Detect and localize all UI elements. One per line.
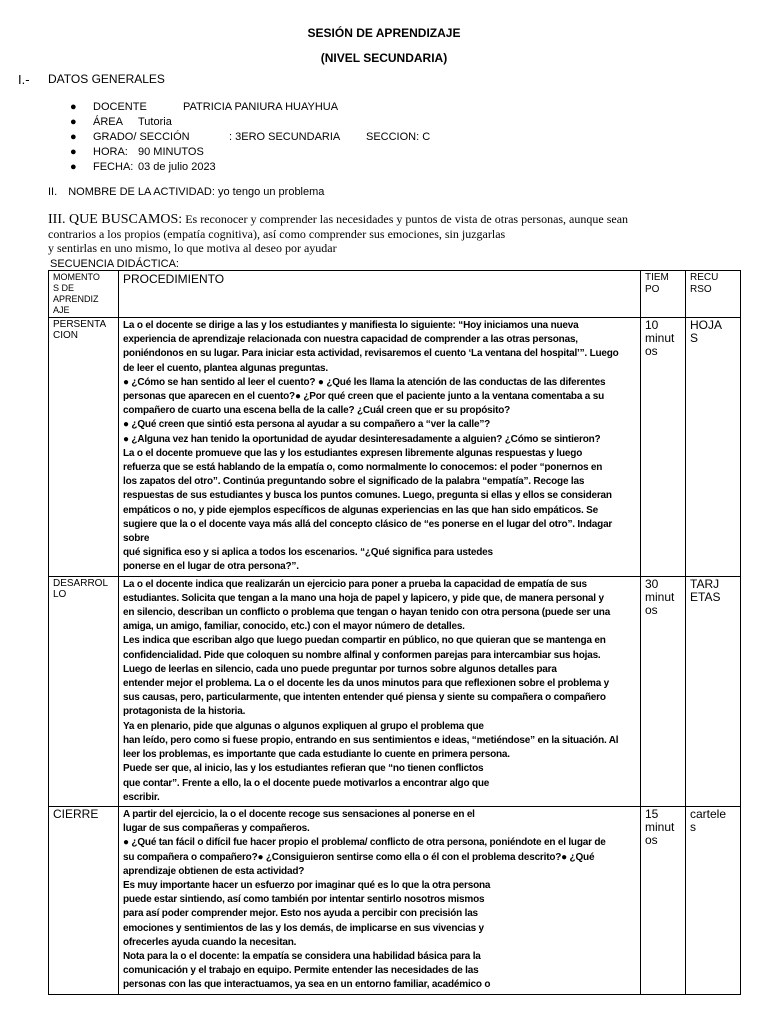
list-item	[70, 160, 430, 175]
text-line: Les indica que escriban algo que luego puedan compartir en público, no que quieran que se mantenga en	[123, 635, 606, 647]
item-value: Tutoria	[138, 116, 172, 128]
recurso-cell	[686, 806, 741, 994]
item-label: DOCENTE	[93, 101, 147, 113]
section-actividad	[48, 186, 324, 198]
bullet: ●	[70, 116, 77, 128]
table-header-row	[49, 271, 741, 318]
text-line: leer los problemas, es importante que cada estudiante lo cuente en primera persona.	[123, 749, 510, 761]
item-value: 90 MINUTOS	[138, 146, 204, 158]
tiempo-text: os	[645, 832, 658, 847]
text-line: comunicación y el trabajo en equipo. Permite entender las necesidades de las	[123, 965, 479, 977]
text-line: empáticos o no, y pide ejemplos específicos de algunas experiencias en las que han sido empáticos. Se	[123, 504, 598, 516]
table-row	[49, 318, 741, 577]
header-text: MOMENTO	[53, 272, 100, 282]
text-line: La o el docente se dirige a las y los estudiantes y manifiesta lo siguiente: “Hoy iniciamos una nueva	[123, 320, 579, 331]
item-extra: SECCION: C	[366, 131, 431, 143]
document-title: SESIÓN DE APRENDIZAJE	[307, 26, 461, 40]
text-line: ● ¿Qué tan fácil o difícil fue hacer propio el problema/ conflicto de otra persona, poniéndote en el lugar de	[123, 837, 606, 849]
table-row	[49, 806, 741, 994]
secuencia-table	[48, 270, 741, 995]
procedimiento-cell	[119, 318, 641, 577]
item-label: FECHA:	[93, 161, 134, 173]
list-item	[70, 130, 430, 145]
document-subtitle: (NIVEL SECUNDARIA)	[320, 51, 448, 65]
text-line: emociones y sentimientos de las y los demás, de implicarse en sus vivencias y	[123, 922, 484, 934]
tiempo-text: minut	[645, 819, 675, 834]
list-item	[70, 115, 430, 130]
tiempo-text: os	[645, 344, 658, 358]
header-text: APRENDIZ	[53, 294, 99, 304]
text-line: personas que aparecen en el cuento?● ¿Por qué creen que el paciente junto a la ventana comentaba a su	[123, 391, 604, 403]
header-text: TIEM	[645, 272, 669, 283]
bullet: ●	[70, 101, 77, 113]
text-line: ● ¿Cómo se han sentido al leer el cuento? ● ¿Qué les llama la atención de las conductas de las diferentes	[123, 376, 606, 388]
momento-text: LO	[53, 588, 67, 600]
text-line: los zapatos del otro”. Continúa preguntando sobre el significado de la palabra “empatía”. Recoge las	[123, 476, 585, 488]
text-line: Luego de leerlas en silencio, cada uno puede preguntar por turnos sobre algunos detalles para	[123, 663, 557, 675]
tiempo-text: minut	[645, 331, 675, 345]
momento-text: CIERRE	[53, 806, 99, 821]
item-label: GRADO/ SECCIÓN	[93, 131, 190, 143]
header-recurso	[686, 271, 741, 318]
momento-text: DESARROL	[53, 577, 109, 589]
bullet: ●	[70, 146, 77, 158]
text-line: Puede ser que, al inicio, las y los estudiantes refieran que “no tienen conflictos	[123, 763, 484, 775]
objective-text: contrarios a los propios (empatía cognitiva), así como comprender sus emociones, sin juzgarlas	[48, 227, 506, 241]
secuencia-label: SECUENCIA DIDÁCTICA:	[50, 258, 179, 270]
section-number: I.-	[18, 72, 30, 87]
recurso-cell	[686, 318, 741, 577]
text-line: sugiere que la o el docente vaya más allá del concepto clásico de “es ponerse en el lugar del otro”. Indagar	[123, 518, 613, 530]
text-line: estudiantes. Solicita que tengan a la mano una hoja de papel y lapicero, y pide que, de manera personal y	[123, 592, 604, 604]
text-line: experiencia de aprendizaje relacionada con nuestra capacidad de comprender a las otras personas,	[123, 334, 578, 346]
item-label: ÁREA	[93, 116, 123, 128]
text-line: A partir del ejercicio, la o el docente recoge sus sensaciones al ponerse en el	[123, 808, 475, 820]
text-line: La o el docente promueve que las y los estudiantes expresen libremente algunas respuestas y luego	[123, 447, 583, 459]
text-line: escribir.	[123, 791, 160, 803]
objective-text: Es reconocer y comprender las necesidades y puntos de vista de otras personas, aunque sean	[185, 212, 629, 226]
section-datos-generales	[18, 72, 165, 87]
text-line: aprendizaje obtienen de esta actividad?	[123, 865, 305, 877]
recurso-text: HOJA	[690, 318, 723, 332]
section-number: II.	[48, 186, 58, 198]
text-line: confidencialidad. Pide que coloquen su nombre alfinal y conformen parejas para intercambiar sus hojas.	[123, 649, 601, 661]
text-line: lugar de sus compañeras y compañeros.	[123, 823, 310, 835]
text-line: para así poder comprender mejor. Esto nos ayuda a percibir con precisión las	[123, 908, 478, 920]
tiempo-cell	[641, 806, 686, 994]
procedimiento-cell	[119, 806, 641, 994]
tiempo-text: os	[645, 602, 658, 617]
tiempo-cell	[641, 576, 686, 806]
item-label: HORA:	[93, 146, 128, 158]
text-line: protagonista de la historia.	[123, 706, 246, 718]
text-line: puede estar sintiendo, así como también por intentar sentirlo nosotros mismos	[123, 894, 485, 906]
text-line: sus causas, pero, particularmente, que intenten entender qué piensa y siente su compañera o compañero	[123, 692, 606, 704]
recurso-cell	[686, 576, 741, 806]
text-line: ● ¿Qué creen que sintió esta persona al ayudar a su compañero a “ver la calle”?	[123, 419, 491, 431]
recurso-text: cartele	[690, 806, 727, 821]
section-que-buscamos	[48, 212, 748, 255]
momento-cell	[49, 806, 119, 994]
text-line: refuerza que se está hablando de la empatía o, como normalmente lo conocemos: el poder “ponernos en	[123, 462, 603, 474]
section-heading: III. QUE BUSCAMOS:	[48, 212, 183, 227]
text-line: ofrecerles ayuda cuando la necesitan.	[123, 936, 297, 948]
recurso-text: ETAS	[690, 589, 721, 604]
recurso-text: s	[690, 819, 696, 834]
header-text: PO	[645, 284, 660, 295]
bullet: ●	[70, 161, 77, 173]
item-value: 03 de julio 2023	[138, 161, 216, 173]
bullet: ●	[70, 131, 77, 143]
header-text: RSO	[690, 284, 712, 295]
datos-list	[70, 100, 430, 175]
momento-cell	[49, 318, 119, 577]
text-line: Nota para la o el docente: la empatía se considera una habilidad básica para la	[123, 950, 481, 962]
text-line: personas con las que interactuamos, ya sea en un entorno familiar, académico o	[123, 979, 491, 991]
recurso-text: TARJ	[690, 576, 720, 591]
procedimiento-cell	[119, 576, 641, 806]
tiempo-text: minut	[645, 589, 675, 604]
text-line: sobre	[123, 533, 150, 545]
tiempo-text: 10	[645, 318, 659, 332]
list-item	[70, 100, 430, 115]
header-tiempo	[641, 271, 686, 318]
activity-name: NOMBRE DE LA ACTIVIDAD: yo tengo un problema	[68, 186, 325, 198]
text-line: qué significa eso y si aplica a todos los escenarios. “¿Qué significa para ustedes	[123, 547, 493, 559]
text-line: que contar”. Frente a ello, la o el docente puede motivarlos a encontrar algo que	[123, 777, 490, 789]
text-line: respuestas de sus estudiantes y busca los puntos comunes. Luego, pregunta si ellas y ellos se consideran	[123, 490, 612, 502]
text-line: ● ¿Alguna vez han tenido la oportunidad de ayudar desinteresadamente a alguien? ¿Cómo se sintieron?	[123, 433, 601, 445]
recurso-text: S	[690, 331, 699, 345]
text-line: La o el docente indica que realizarán un ejercicio para poner a prueba la capacidad de empatía de sus	[123, 578, 587, 590]
item-value: PATRICIA PANIURA HUAYHUA	[183, 101, 339, 113]
header-text: S DE	[53, 283, 75, 293]
text-line: han leído, pero como si fuese propio, entrando en sus sentimientos e ideas, “metiéndose” en la situación. Al	[123, 734, 619, 746]
text-line: de leer el cuento, plantea algunas preguntas.	[123, 362, 328, 374]
header-procedimiento: PROCEDIMIENTO	[119, 271, 641, 318]
momento-text: CION	[53, 330, 78, 341]
text-line: en silencio, describan un conflicto o problema que tengan o hayan tenido con otra persona (puede ser una	[123, 607, 611, 619]
header-momentos	[49, 271, 119, 318]
text-line: poniéndonos en su lugar. Para iniciar esta actividad, revisaremos el cuento ‘La ventana del hospital’”. Luego	[123, 348, 619, 360]
momento-text: PERSENTA	[53, 319, 107, 330]
tiempo-text: 15	[645, 806, 659, 821]
table-row	[49, 576, 741, 806]
section-heading: DATOS GENERALES	[48, 72, 165, 86]
text-line: compañero de cuarto una escena bella de la calle? ¿Cuál creen que er su propósito?	[123, 405, 511, 417]
text-line: ponerse en el lugar de otra persona?”.	[123, 561, 299, 573]
objective-text: y sentirlas en uno mismo, lo que motiva al deseo por ayudar	[48, 241, 337, 255]
text-line: Ya en plenario, pide que algunas o algunos expliquen al grupo el problema que	[123, 720, 484, 732]
list-item	[70, 145, 430, 160]
tiempo-cell	[641, 318, 686, 577]
text-line: su compañera o compañero?● ¿Consiguieron sentirse como ella o él con el problema descrito?● ¿Qué	[123, 851, 595, 863]
header-text: RECU	[690, 272, 719, 283]
text-line: amiga, un amigo, familiar, conocido, etc.) con el mayor número de detalles.	[123, 621, 465, 633]
header-text: AJE	[53, 305, 70, 315]
tiempo-text: 30	[645, 576, 659, 591]
item-value: : 3ERO SECUNDARIA	[229, 131, 341, 143]
text-line: Es muy importante hacer un esfuerzo por imaginar qué es lo que la otra persona	[123, 879, 491, 891]
text-line: entender mejor el problema. La o el docente les da unos minutos para que reflexionen sobre el problema y	[123, 678, 609, 690]
momento-cell	[49, 576, 119, 806]
